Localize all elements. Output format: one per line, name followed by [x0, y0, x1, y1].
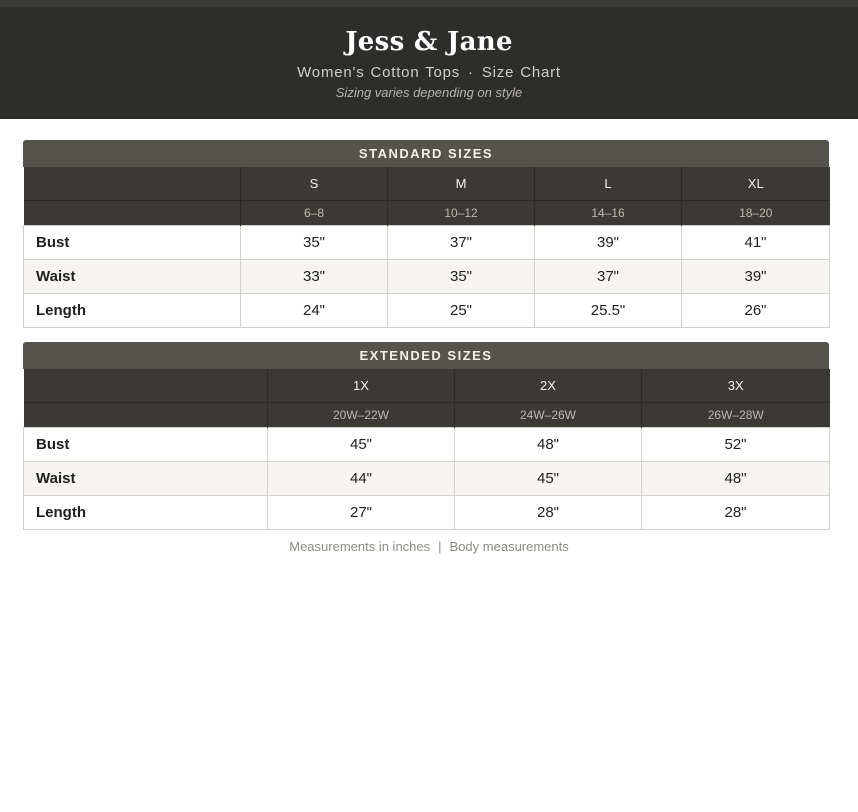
standard-sizes-grid	[23, 167, 830, 328]
measurement-value: 33"	[241, 260, 388, 294]
table-row	[24, 496, 830, 530]
size-number: 18–20	[682, 201, 830, 226]
subtitle-separator: ·	[468, 64, 474, 81]
footnote-separator: |	[438, 539, 442, 554]
measurement-value: 41"	[682, 226, 830, 260]
measurement-footnote	[0, 539, 858, 554]
measurement-value: 35"	[241, 226, 388, 260]
measurement-value: 39"	[535, 226, 682, 260]
size-number-row	[24, 201, 830, 226]
units-note: Measurements in inches	[289, 539, 431, 554]
sizing-note: Sizing varies depending on style	[335, 85, 523, 100]
measurement-value: 39"	[682, 260, 830, 294]
header-corner-cell	[24, 369, 268, 403]
measurement-value: 25"	[388, 294, 535, 328]
measurement-label: Bust	[24, 226, 241, 260]
size-header: S	[241, 167, 388, 201]
size-number: 26W–28W	[642, 403, 830, 428]
header-corner-cell	[24, 167, 241, 201]
size-number: 10–12	[388, 201, 535, 226]
size-header: 1X	[268, 369, 455, 403]
measurement-value: 48"	[455, 428, 642, 462]
standard-sizes-table	[23, 140, 829, 328]
measurement-value: 45"	[455, 462, 642, 496]
measurement-value: 28"	[642, 496, 830, 530]
measurement-value: 44"	[268, 462, 455, 496]
measurement-value: 37"	[388, 226, 535, 260]
extended-sizes-table	[23, 342, 829, 530]
measurement-value: 26"	[682, 294, 830, 328]
brand-name: Jess & Jane	[345, 27, 513, 57]
measurement-value: 37"	[535, 260, 682, 294]
size-letter-row	[24, 167, 830, 201]
measurement-label: Length	[24, 294, 241, 328]
size-header: 3X	[642, 369, 830, 403]
product-name: Women's Cotton Tops	[297, 64, 461, 81]
extended-sizes-grid	[23, 369, 830, 530]
basis-note: Body measurements	[449, 539, 569, 554]
measurement-value: 28"	[455, 496, 642, 530]
measurement-value: 25.5"	[535, 294, 682, 328]
size-number-row	[24, 403, 830, 428]
size-number: 14–16	[535, 201, 682, 226]
size-header: L	[535, 167, 682, 201]
size-header: M	[388, 167, 535, 201]
measurement-label: Length	[24, 496, 268, 530]
measurement-value: 48"	[642, 462, 830, 496]
table-row	[24, 260, 830, 294]
measurement-value: 27"	[268, 496, 455, 530]
size-number: 20W–22W	[268, 403, 455, 428]
chart-name: Size Chart	[481, 64, 561, 81]
size-number: 24W–26W	[455, 403, 642, 428]
table-row	[24, 428, 830, 462]
size-number: 6–8	[241, 201, 388, 226]
table-row	[24, 462, 830, 496]
size-letter-row	[24, 369, 830, 403]
measurement-label: Bust	[24, 428, 268, 462]
standard-sizes-title: STANDARD SIZES	[23, 140, 829, 167]
table-row	[24, 294, 830, 328]
measurement-value: 45"	[268, 428, 455, 462]
header-corner-cell	[24, 403, 268, 428]
measurement-label: Waist	[24, 260, 241, 294]
measurement-value: 24"	[241, 294, 388, 328]
page-subtitle	[0, 64, 858, 81]
measurement-value: 52"	[642, 428, 830, 462]
measurement-label: Waist	[24, 462, 268, 496]
measurement-value: 35"	[388, 260, 535, 294]
page-header	[0, 0, 858, 119]
size-header: 2X	[455, 369, 642, 403]
table-row	[24, 226, 830, 260]
header-corner-cell	[24, 201, 241, 226]
size-header: XL	[682, 167, 830, 201]
extended-sizes-title: EXTENDED SIZES	[23, 342, 829, 369]
